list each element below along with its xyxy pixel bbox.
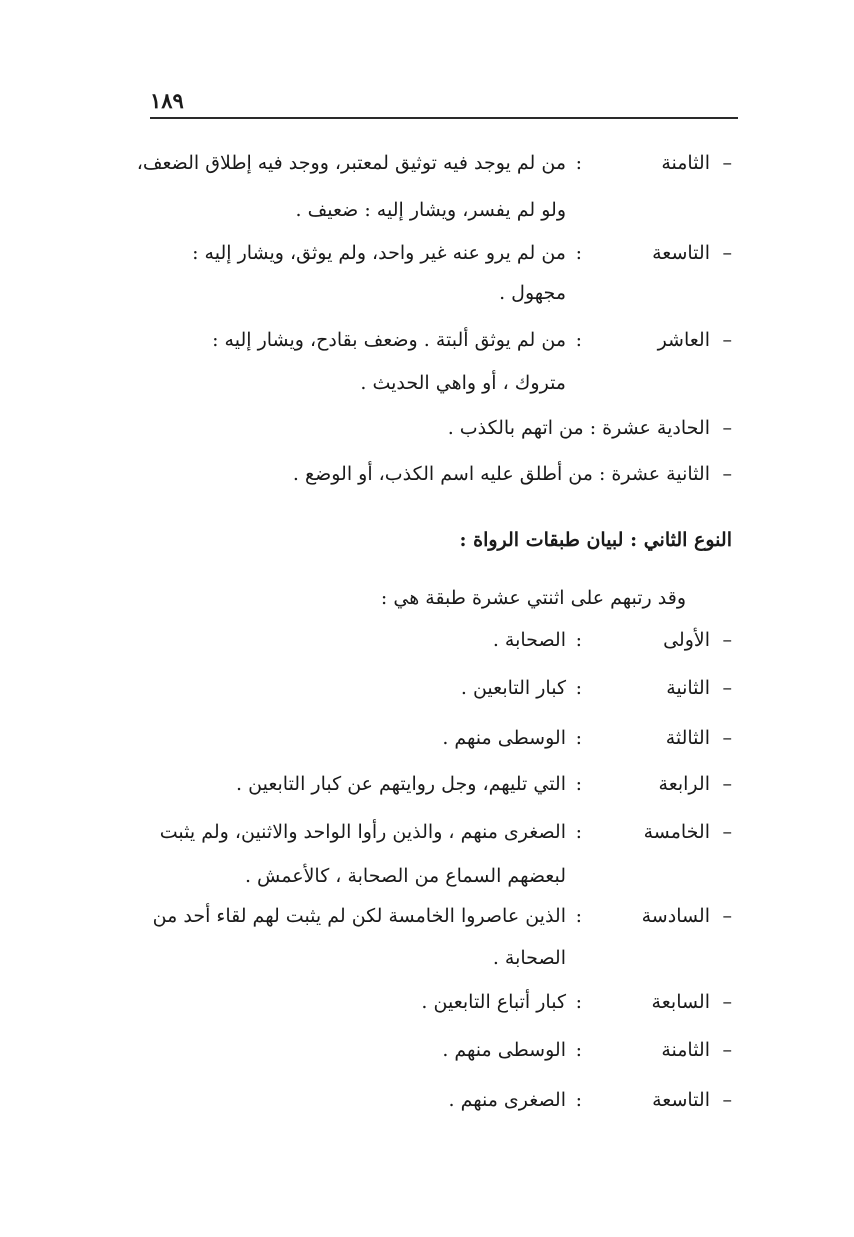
rank-item: [132, 320, 732, 360]
rank-continuation: متروك ، أو واهي الحديث .: [360, 372, 566, 394]
list-dash: –: [722, 463, 732, 485]
tabaqa-colon: :: [575, 905, 582, 927]
rank-item: [132, 408, 732, 448]
tabaqa-description: كبار أتباع التابعين .: [421, 991, 566, 1013]
tabaqa-item: [132, 812, 732, 852]
list-dash: –: [722, 629, 732, 651]
rank-item: [132, 143, 732, 183]
rank-description: من لم يوجد فيه توثيق لمعتبر، ووجد فيه إطلاق الضعف،: [136, 152, 566, 174]
tabaqa-colon: :: [575, 991, 582, 1013]
rank-full-text: الثانية عشرة : من أطلق عليه اسم الكذب، أو الوضع .: [292, 463, 710, 485]
tabaqa-item: [132, 764, 732, 804]
tabaqa-label: التاسعة: [652, 1089, 710, 1111]
list-dash: –: [722, 821, 732, 843]
tabaqa-description: الصغرى منهم .: [448, 1089, 566, 1111]
tabaqa-colon: :: [575, 1089, 582, 1111]
list-dash: –: [722, 1089, 732, 1111]
list-dash: –: [722, 242, 732, 264]
tabaqa-item: [132, 1030, 732, 1070]
rank-item: [132, 454, 732, 494]
rank-colon: :: [575, 242, 582, 264]
tabaqa-item: [132, 896, 732, 936]
rank-continuation: ولو لم يفسر، ويشار إليه : ضعيف .: [295, 199, 566, 221]
tabaqa-label: الثانية: [666, 677, 710, 699]
section-title: النوع الثاني : لبيان طبقات الرواة :: [459, 529, 732, 551]
tabaqa-description: الذين عاصروا الخامسة لكن لم يثبت لهم لقاء أحد من: [152, 905, 566, 927]
tabaqa-label: الرابعة: [658, 773, 710, 795]
tabaqa-description: الصغرى منهم ، والذين رأوا الواحد والاثنين، ولم يثبت: [159, 821, 566, 843]
tabaqa-item: [132, 718, 732, 758]
tabaqa-colon: :: [575, 1039, 582, 1061]
section-intro: وقد رتبهم على اثنتي عشرة طبقة هي :: [380, 587, 686, 609]
rank-label: العاشر: [657, 329, 710, 351]
list-dash: –: [722, 417, 732, 439]
tabaqa-label: الثالثة: [665, 727, 710, 749]
tabaqa-label: الأولى: [663, 629, 710, 651]
rank-item: [132, 233, 732, 273]
tabaqa-colon: :: [575, 773, 582, 795]
rank-label: التاسعة: [652, 242, 710, 264]
tabaqa-description: التي تليهم، وجل روايتهم عن كبار التابعين .: [236, 773, 566, 795]
list-dash: –: [722, 773, 732, 795]
tabaqa-description: الوسطى منهم .: [442, 1039, 566, 1061]
tabaqa-continuation: الصحابة .: [492, 947, 566, 969]
rank-colon: :: [575, 152, 582, 174]
list-dash: –: [722, 727, 732, 749]
rank-description: من لم يوثق ألبتة . وضعف بقادح، ويشار إليه :: [212, 329, 566, 351]
rank-description: من لم يرو عنه غير واحد، ولم يوثق، ويشار إليه :: [192, 242, 566, 264]
tabaqa-item: [132, 1080, 732, 1120]
tabaqa-item: [132, 620, 732, 660]
tabaqa-label: الثامنة: [661, 1039, 710, 1061]
tabaqa-item: [132, 982, 732, 1022]
tabaqa-colon: :: [575, 727, 582, 749]
tabaqa-description: الوسطى منهم .: [442, 727, 566, 749]
rank-label: الثامنة: [661, 152, 710, 174]
list-dash: –: [722, 991, 732, 1013]
list-dash: –: [722, 329, 732, 351]
rank-full-text: الحادية عشرة : من اتهم بالكذب .: [447, 417, 710, 439]
tabaqa-item: [132, 668, 732, 708]
tabaqa-label: الخامسة: [643, 821, 710, 843]
tabaqa-label: السابعة: [651, 991, 710, 1013]
list-dash: –: [722, 152, 732, 174]
tabaqa-label: السادسة: [641, 905, 710, 927]
tabaqa-continuation: لبعضهم السماع من الصحابة ، كالأعمش .: [244, 865, 566, 887]
rank-colon: :: [575, 329, 582, 351]
list-dash: –: [722, 905, 732, 927]
tabaqa-colon: :: [575, 821, 582, 843]
tabaqa-description: كبار التابعين .: [460, 677, 566, 699]
tabaqa-colon: :: [575, 629, 582, 651]
page-number: ١٨٩: [150, 88, 184, 113]
list-dash: –: [722, 1039, 732, 1061]
rank-continuation: مجهول .: [499, 282, 566, 304]
tabaqa-colon: :: [575, 677, 582, 699]
list-dash: –: [722, 677, 732, 699]
header-rule: [150, 117, 738, 119]
tabaqa-description: الصحابة .: [492, 629, 566, 651]
